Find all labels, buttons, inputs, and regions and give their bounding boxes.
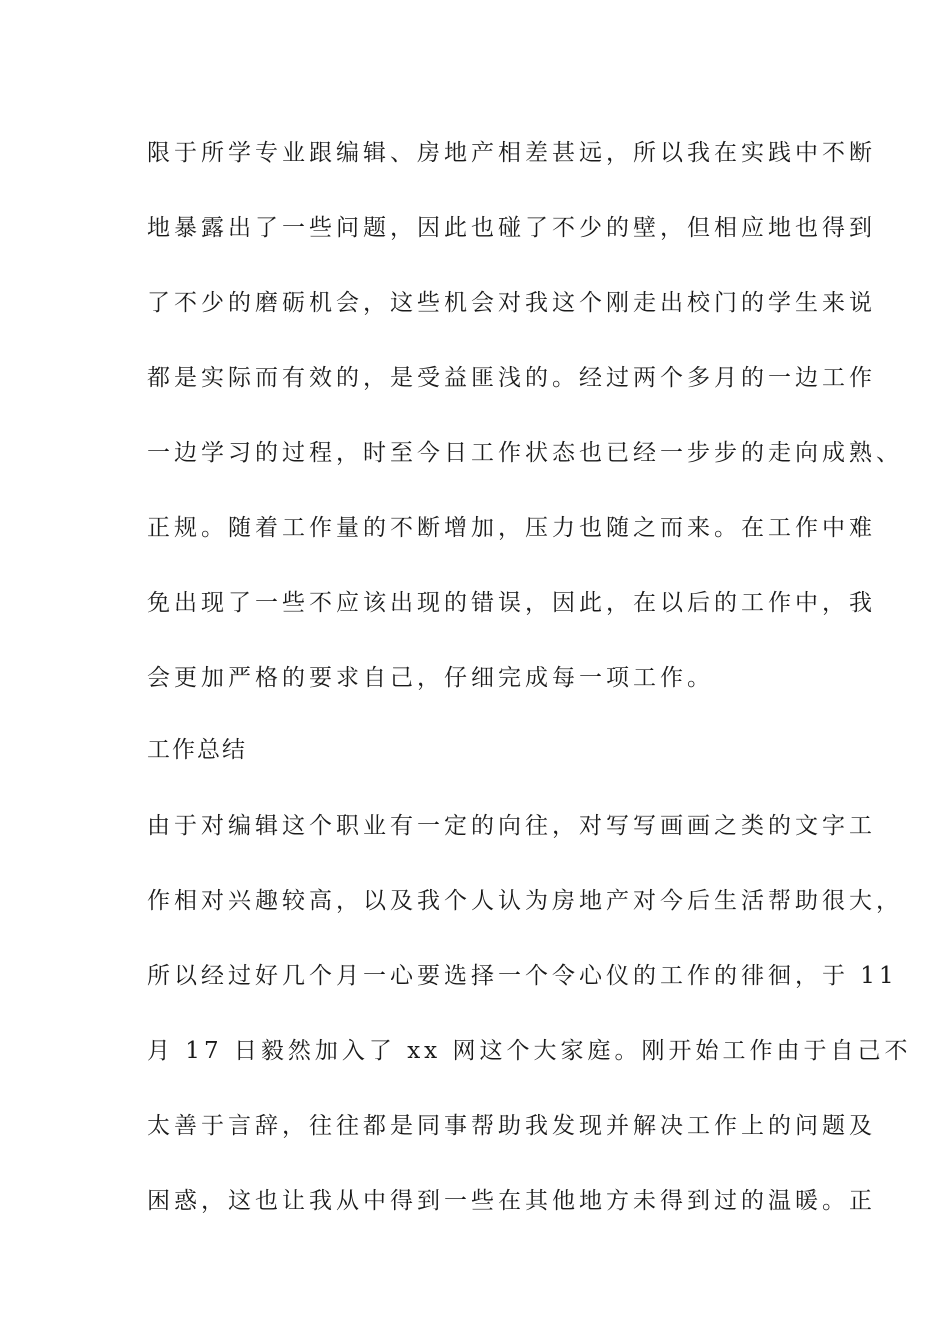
section-heading: 工作总结 (147, 737, 247, 763)
text-line: 地暴露出了一些问题，因此也碰了不少的壁，但相应地也得到 (147, 215, 876, 241)
text-line: 正规。随着工作量的不断增加，压力也随之而来。在工作中难 (147, 515, 876, 541)
text-line: 太善于言辞，往往都是同事帮助我发现并解决工作上的问题及 (147, 1113, 876, 1139)
text-line: 免出现了一些不应该出现的错误，因此，在以后的工作中，我 (147, 590, 876, 616)
text-line: 一边学习的过程，时至今日工作状态也已经一步步的走向成熟、 (147, 440, 903, 466)
text-line: 会更加严格的要求自己，仔细完成每一项工作。 (147, 665, 714, 691)
text-line: 月 17 日毅然加入了 xx 网这个大家庭。刚开始工作由于自己不 (147, 1038, 912, 1064)
text-line: 都是实际而有效的，是受益匪浅的。经过两个多月的一边工作 (147, 365, 876, 391)
text-line: 了不少的磨砺机会，这些机会对我这个刚走出校门的学生来说 (147, 290, 876, 316)
text-line: 所以经过好几个月一心要选择一个令心仪的工作的徘徊，于 11 (147, 963, 898, 989)
text-line: 限于所学专业跟编辑、房地产相差甚远，所以我在实践中不断 (147, 140, 876, 166)
text-line: 由于对编辑这个职业有一定的向往，对写写画画之类的文字工 (147, 813, 876, 839)
text-line: 作相对兴趣较高，以及我个人认为房地产对今后生活帮助很大， (147, 888, 903, 914)
text-line: 困惑，这也让我从中得到一些在其他地方未得到过的温暖。正 (147, 1188, 876, 1214)
